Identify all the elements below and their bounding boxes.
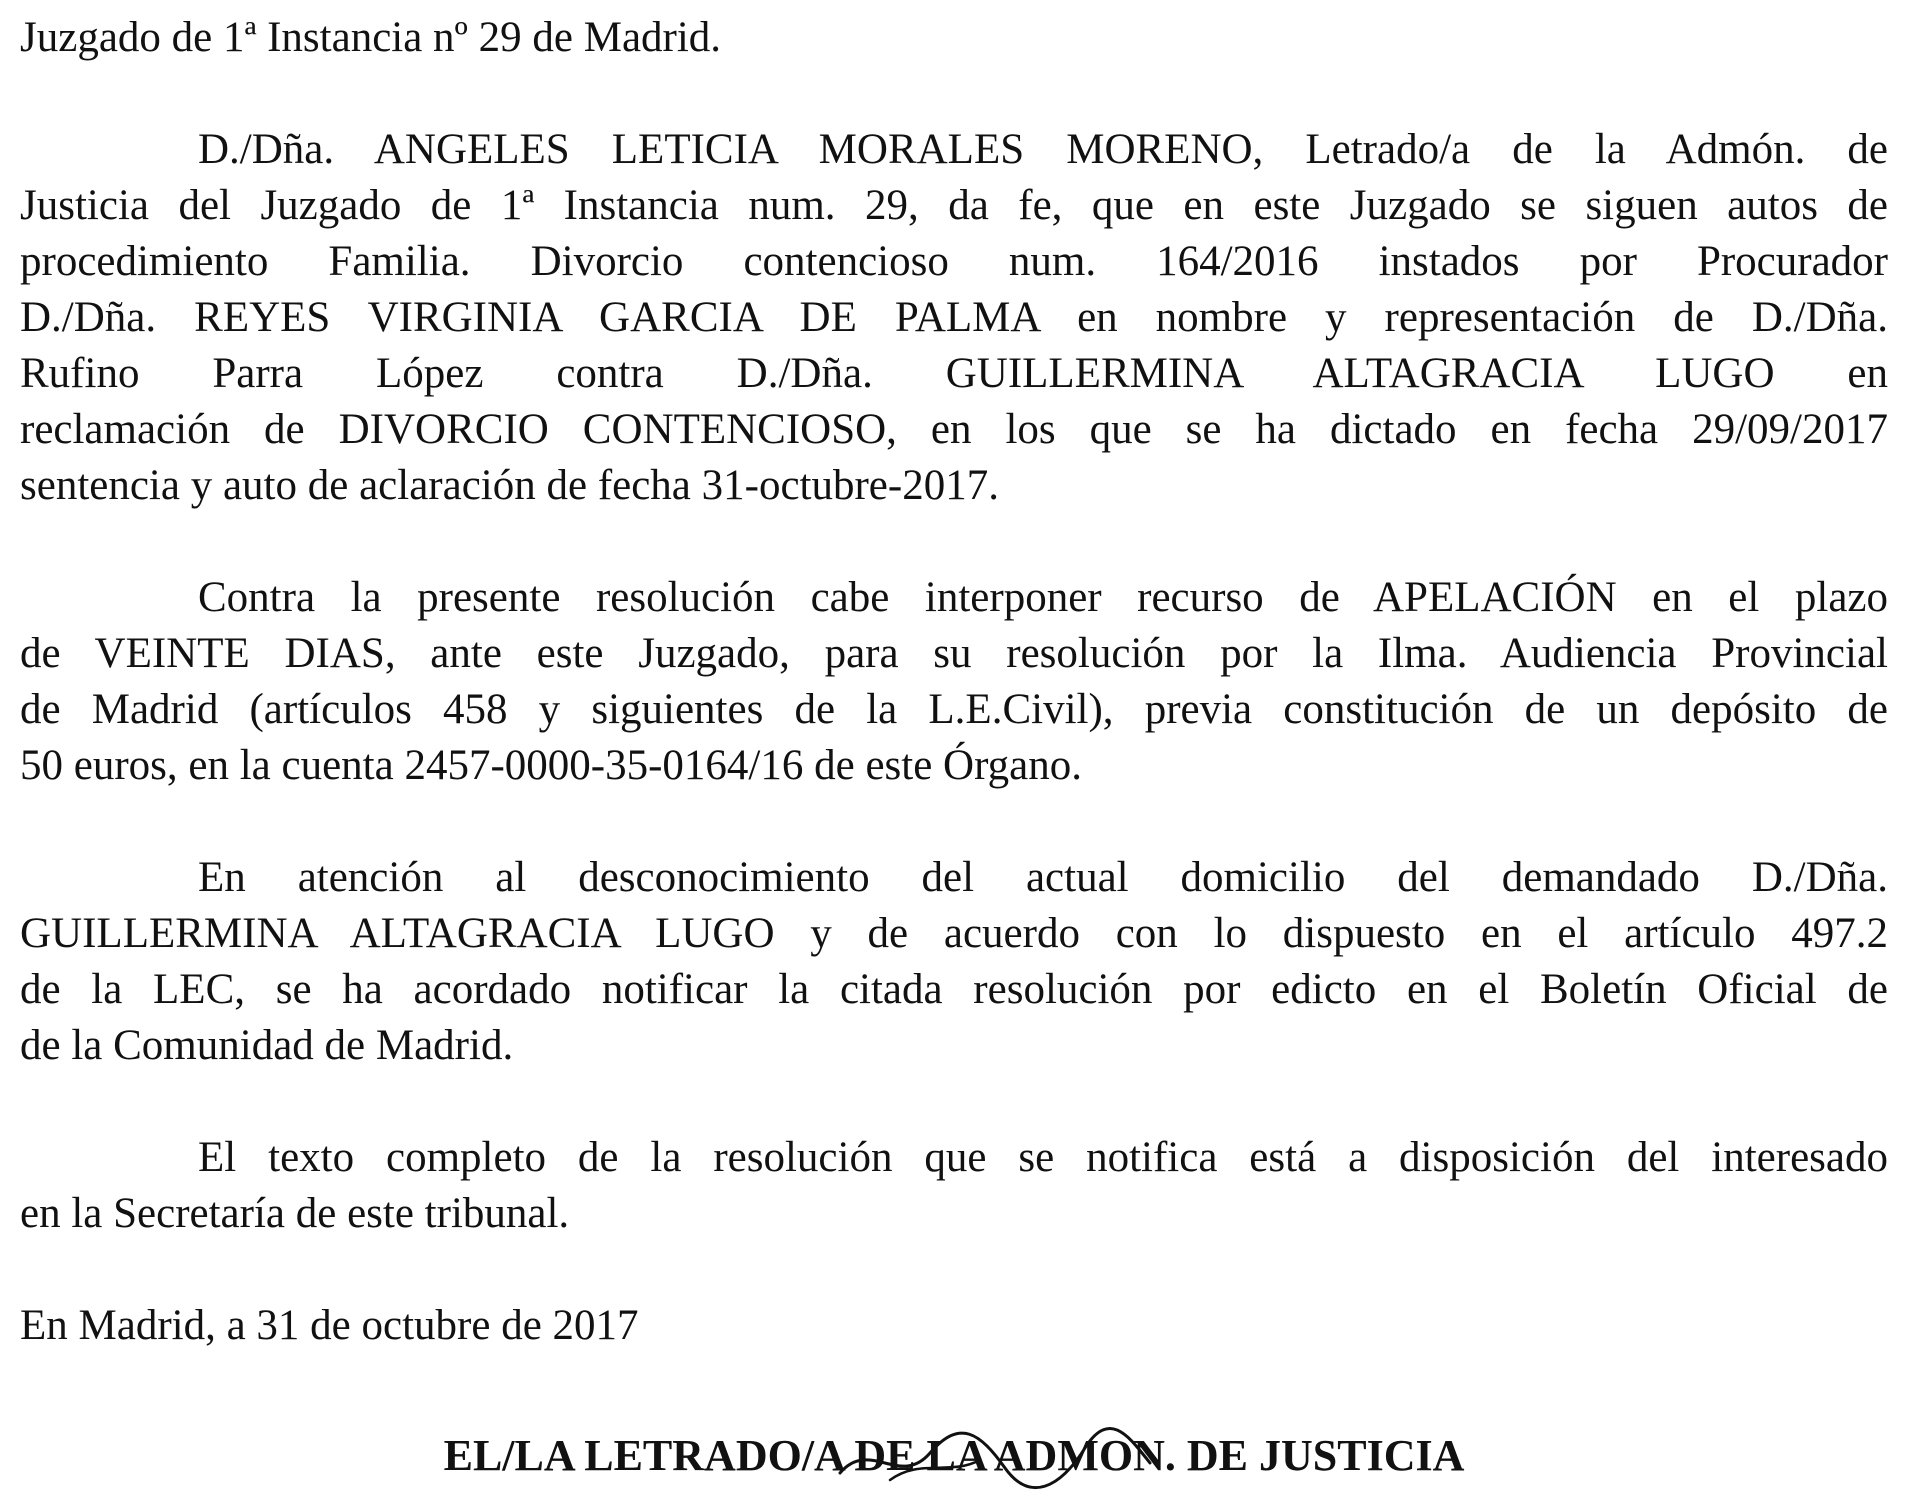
text-line: En atención al desconocimiento del actual domicilio del demandado D./Dña. bbox=[198, 854, 1888, 901]
text-line: 50 euros, en la cuenta 2457-0000-35-0164/16 de este Órgano. bbox=[20, 742, 1082, 789]
text-line: Rufino Parra López contra D./Dña. GUILLERMINA ALTAGRACIA LUGO en bbox=[20, 350, 1888, 397]
text-line: GUILLERMINA ALTAGRACIA LUGO y de acuerdo con lo dispuesto en el artículo 497.2 bbox=[20, 910, 1888, 957]
paragraph-certification bbox=[20, 122, 1888, 514]
text-line: de la LEC, se ha acordado notificar la citada resolución por edicto en el Boletín Oficial de bbox=[20, 966, 1888, 1013]
text-line: en la Secretaría de este tribunal. bbox=[20, 1190, 570, 1237]
text-line: sentencia y auto de aclaración de fecha 31-octubre-2017. bbox=[20, 462, 999, 509]
text-line: D./Dña. REYES VIRGINIA GARCIA DE PALMA en nombre y representación de D./Dña. bbox=[20, 294, 1888, 341]
paragraph-gap bbox=[20, 514, 1888, 570]
text-line: de la Comunidad de Madrid. bbox=[20, 1022, 514, 1069]
text-line: de VEINTE DIAS, ante este Juzgado, para su resolución por la Ilma. Audiencia Provincial bbox=[20, 630, 1888, 677]
text-line: D./Dña. ANGELES LETICIA MORALES MORENO, Letrado/a de la Admón. de bbox=[198, 126, 1888, 173]
paragraph-gap bbox=[20, 1242, 1888, 1298]
text-line: reclamación de DIVORCIO CONTENCIOSO, en los que se ha dictado en fecha 29/09/2017 bbox=[20, 406, 1888, 453]
text-line: Contra la presente resolución cabe interponer recurso de APELACIÓN en el plazo bbox=[198, 574, 1888, 621]
place-date: En Madrid, a 31 de octubre de 2017 bbox=[20, 1302, 639, 1349]
paragraph-notification bbox=[20, 850, 1888, 1074]
paragraph-availability bbox=[20, 1130, 1888, 1242]
court-heading: Juzgado de 1ª Instancia nº 29 de Madrid. bbox=[20, 14, 722, 61]
document-body bbox=[20, 10, 1888, 1354]
text-line: de Madrid (artículos 458 y siguientes de la L.E.Civil), previa constitución de un depósito de bbox=[20, 686, 1888, 733]
text-line: El texto completo de la resolución que se notifica está a disposición del interesado bbox=[198, 1134, 1888, 1181]
paragraph-appeal bbox=[20, 570, 1888, 794]
paragraph-gap bbox=[20, 1074, 1888, 1130]
signature-title: EL/LA LETRADO/A DE LA ADMON. DE JUSTICIA bbox=[443, 1431, 1465, 1480]
paragraph-gap bbox=[20, 794, 1888, 850]
paragraph-gap bbox=[20, 66, 1888, 122]
text-line: Justicia del Juzgado de 1ª Instancia num. 29, da fe, que en este Juzgado se siguen autos de bbox=[20, 182, 1888, 229]
text-line: procedimiento Familia. Divorcio contencioso num. 164/2016 instados por Procurador bbox=[20, 238, 1888, 285]
